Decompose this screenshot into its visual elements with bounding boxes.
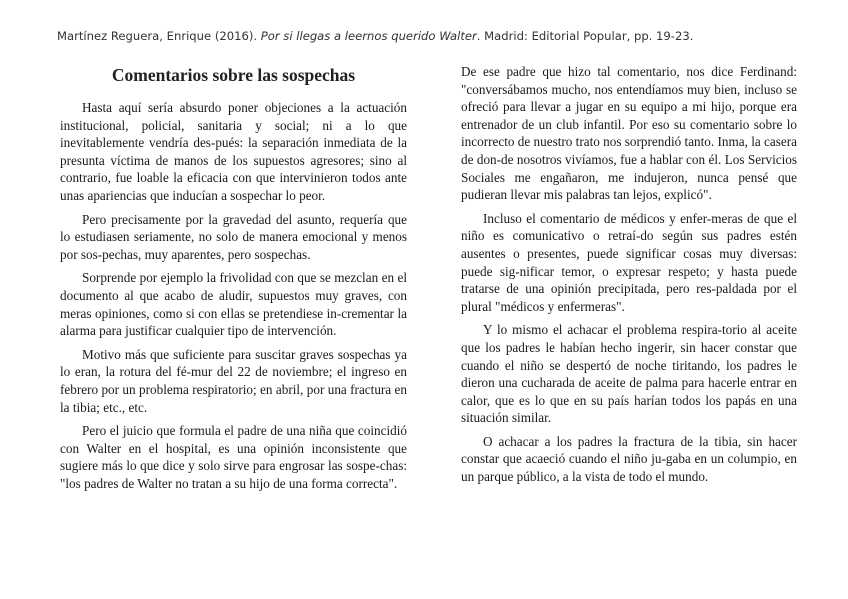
paragraph: Incluso el comentario de médicos y enfer-meras de que el niño es comunicativo o retraí-do según sus padres estén ausentes o presentes, puede significar cosas muy diversas: puede sig-nificar temor, o expresar respeto; y hasta puede tratarse de una opinión precipitada, pero res-paldada por el plural "médicos y enfermeras". [461,210,797,314]
paragraph: De ese padre que hizo tal comentario, nos dice Ferdinand: "conversábamos mucho, nos entendíamos muy bien, incluso se ofreció para llevar a jugar en su equipo a mi hijo, porque era entrenador de un club infantil. Por eso su comentario sobre lo incorrecto de nuestro trato nos sorprendió tanto. Inma, la casera de don-de nosotros vivíamos, fue a hablar con él. Los Servicios Sociales me engañaron, me indujeron, nunca pensé que pudieran llevar mis palabras tan lejos, explicó". [461,64,797,203]
paragraph: O achacar a los padres la fractura de la tibia, sin hacer constar que acaeció cuando el niño ju-gaba en un columpio, en un parque público, a la vista de todo el mundo. [461,433,797,485]
citation-line [57,29,817,43]
paragraph: Hasta aquí sería absurdo poner objeciones a la actuación institucional, policial, sanitaria y social; ni a lo que inevitablemente vendría des-pués: la separación inmediata de la presunta víctima de manos de los supuestos agresores; sino al contrario, fue loable la eficacia con que intervinieron todos ante unas apariencias que inducían a sospechar lo peor. [60,100,407,203]
paragraph: Pero precisamente por la gravedad del asunto, requería que lo estudiasen seriamente, no solo de manera emocional y menos por sos-pechas, muy aparentes, pero sospechas. [60,211,407,262]
paragraph: Motivo más que suficiente para suscitar graves sospechas ya lo eran, la rotura del fé-mur del 22 de noviembre; el ingreso en febrero por un problema respiratorio; en abril, por una fractura en la tibia; etc., etc. [60,346,407,415]
section-heading: Comentarios sobre las sospechas [111,65,356,85]
citation-prefix: Martínez Reguera, Enrique (2016). [57,29,261,43]
citation-suffix: . Madrid: Editorial Popular, pp. 19-23. [476,29,694,43]
right-column [461,63,797,492]
paragraph: Y lo mismo el achacar el problema respira-torio al aceite que los padres le habían hecho ingerir, sin hacer constar que cuando el niño se despertó de noche tiritando, los padres le dieron una cucharada de aceite de palma para hacerle entrar en calor, que es lo que en su país harían todos los papás en una situación similar. [461,322,797,426]
paragraph: Sorprende por ejemplo la frivolidad con que se mezclan en el documento al que acabo de aludir, supuestos muy graves, con meras opiniones, como si con ellas se pretendiese in-crementar la alarma para justificar cualquier tipo de intervención. [60,270,407,339]
left-column [60,64,407,498]
citation-book-title: Por si llegas a leernos querido Walter [260,29,477,43]
paragraph: Pero el juicio que formula el padre de una niña que coincidió con Walter en el hospital, es una opinión inconsistente que sugiere más lo que dice y solo sirve para engrosar las sospe-chas: "los padres de Walter no tratan a su hijo de una forma correcta". [60,423,407,491]
